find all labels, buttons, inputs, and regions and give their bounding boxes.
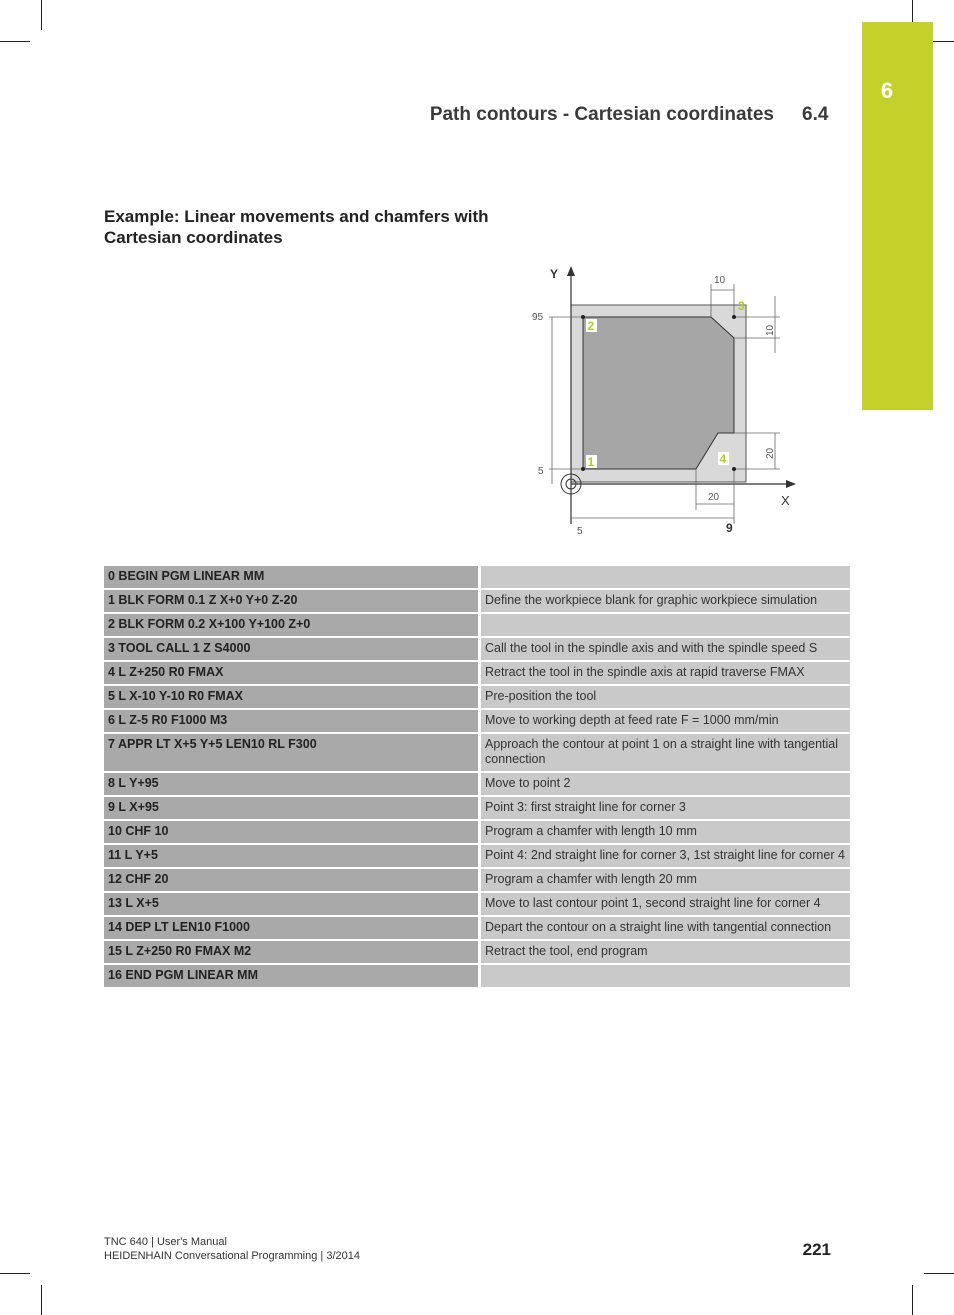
- contour-diagram: [528, 262, 800, 540]
- section-heading: Example: Linear movements and chamfers with Cartesian coordinates: [104, 207, 489, 247]
- program-line-code: 0 BEGIN PGM LINEAR MM: [104, 566, 481, 590]
- x-axis-label: X: [781, 493, 790, 508]
- program-line-code: 5 L X-10 Y-10 R0 FMAX: [104, 686, 481, 710]
- program-line-description: Point 4: 2nd straight line for corner 3, 1st straight line for corner 4: [481, 845, 850, 869]
- crop-mark: [41, 1285, 42, 1315]
- table-row: [104, 941, 850, 965]
- program-table: [104, 566, 850, 989]
- program-line-description: [481, 566, 850, 590]
- crop-mark: [0, 1273, 30, 1274]
- program-line-description: [481, 614, 850, 638]
- program-line-description: Define the workpiece blank for graphic workpiece simulation: [481, 590, 850, 614]
- table-row: [104, 614, 850, 638]
- footer-manual: TNC 640 | User's Manual: [104, 1236, 227, 1248]
- table-row: [104, 590, 850, 614]
- dim-label-5-bottom: 5: [577, 526, 583, 537]
- point-marker-1: [581, 467, 585, 471]
- dim-label-5-left: 5: [538, 466, 544, 477]
- program-line-description: Move to last contour point 1, second straight line for corner 4: [481, 893, 850, 917]
- program-line-description: Program a chamfer with length 10 mm: [481, 821, 850, 845]
- footer-publisher: HEIDENHAIN Conversational Programming | 3/2014: [104, 1250, 360, 1262]
- table-row: [104, 845, 850, 869]
- point-marker-3: [732, 315, 736, 319]
- program-line-description: Retract the tool, end program: [481, 941, 850, 965]
- y-axis-arrow: [567, 266, 575, 276]
- program-line-code: 13 L X+5: [104, 893, 481, 917]
- table-row: [104, 917, 850, 941]
- program-line-description: Point 3: first straight line for corner 3: [481, 797, 850, 821]
- table-row: [104, 734, 850, 773]
- program-line-code: 1 BLK FORM 0.1 Z X+0 Y+0 Z-20: [104, 590, 481, 614]
- program-body: [104, 566, 850, 989]
- point-marker-2: [581, 315, 585, 319]
- dim-label-10-right: 10: [765, 324, 776, 336]
- table-row: [104, 566, 850, 590]
- running-header-title: Path contours - Cartesian coordinates: [429, 104, 774, 125]
- program-line-code: 4 L Z+250 R0 FMAX: [104, 662, 481, 686]
- dim-label-20-bottom: 20: [708, 492, 720, 503]
- crop-mark: [41, 0, 42, 30]
- crop-mark: [0, 41, 30, 42]
- table-row: [104, 797, 850, 821]
- table-row: [104, 869, 850, 893]
- chapter-number: 6: [880, 78, 894, 103]
- x-axis-arrow: [786, 480, 796, 488]
- running-header-section: 6.4: [802, 104, 829, 125]
- table-row: [104, 662, 850, 686]
- table-row: [104, 821, 850, 845]
- point-marker-4: [732, 467, 736, 471]
- program-line-code: 15 L Z+250 R0 FMAX M2: [104, 941, 481, 965]
- table-row: [104, 965, 850, 989]
- page-number: 221: [802, 1240, 831, 1259]
- program-line-code: 2 BLK FORM 0.2 X+100 Y+100 Z+0: [104, 614, 481, 638]
- footer-info: [104, 1235, 360, 1263]
- program-line-description: Move to point 2: [481, 773, 850, 797]
- crop-mark: [912, 0, 913, 22]
- program-line-code: 7 APPR LT X+5 Y+5 LEN10 RL F300: [104, 734, 481, 773]
- program-line-code: 10 CHF 10: [104, 821, 481, 845]
- table-row: [104, 686, 850, 710]
- dim-label-95: 95: [532, 312, 544, 323]
- dim-label-9: 9: [726, 521, 733, 535]
- chapter-tab: [862, 22, 933, 410]
- program-line-description: Call the tool in the spindle axis and with the spindle speed S: [481, 638, 850, 662]
- point-label-4: 4: [719, 452, 727, 466]
- program-line-description: [481, 965, 850, 989]
- program-line-description: Approach the contour at point 1 on a straight line with tangential connection: [481, 734, 850, 773]
- program-line-code: 12 CHF 20: [104, 869, 481, 893]
- program-line-description: Program a chamfer with length 20 mm: [481, 869, 850, 893]
- program-line-code: 3 TOOL CALL 1 Z S4000: [104, 638, 481, 662]
- program-line-code: 8 L Y+95: [104, 773, 481, 797]
- program-line-description: Retract the tool in the spindle axis at rapid traverse FMAX: [481, 662, 850, 686]
- point-label-3: 3: [738, 299, 745, 313]
- program-line-description: Depart the contour on a straight line with tangential connection: [481, 917, 850, 941]
- program-line-code: 11 L Y+5: [104, 845, 481, 869]
- table-row: [104, 710, 850, 734]
- program-line-description: Move to working depth at feed rate F = 1000 mm/min: [481, 710, 850, 734]
- program-line-code: 16 END PGM LINEAR MM: [104, 965, 481, 989]
- program-line-code: 14 DEP LT LEN10 F1000: [104, 917, 481, 941]
- program-line-code: 6 L Z-5 R0 F1000 M3: [104, 710, 481, 734]
- crop-mark: [924, 1273, 954, 1274]
- y-axis-label: Y: [550, 267, 559, 281]
- dim-label-10-top: 10: [714, 275, 726, 286]
- program-line-code: 9 L X+95: [104, 797, 481, 821]
- point-label-1: 1: [587, 455, 595, 469]
- table-row: [104, 638, 850, 662]
- table-row: [104, 773, 850, 797]
- table-row: [104, 893, 850, 917]
- program-line-description: Pre-position the tool: [481, 686, 850, 710]
- point-label-2: 2: [587, 319, 595, 333]
- crop-mark: [912, 1285, 913, 1315]
- contour-figure: [528, 262, 800, 540]
- dim-label-20-right: 20: [765, 447, 776, 459]
